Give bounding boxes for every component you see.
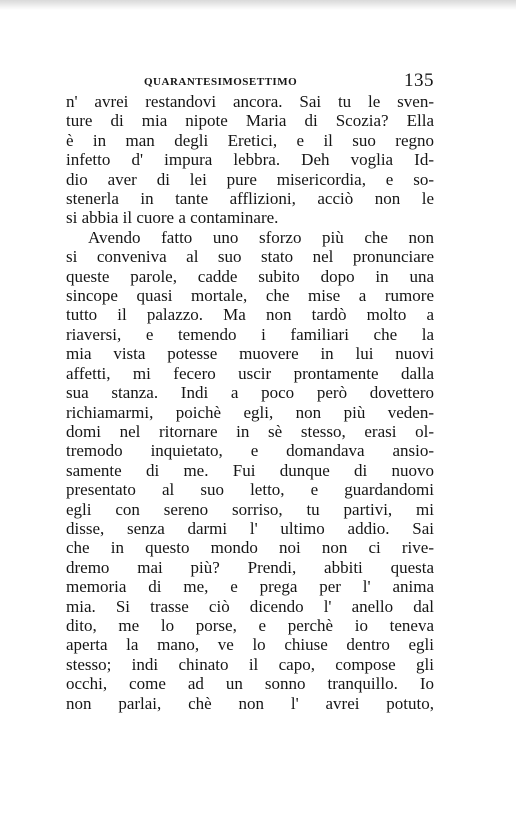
text-line: si conveniva al suo stato nel pronunciare [66,247,434,267]
paragraph-start-line: Avendo fatto uno sforzo più che non [88,227,434,247]
text-line: domi nel ritornare in sè stesso, erasi ol- [66,421,434,441]
text-line: richiamarmi, poichè egli, non più veden- [66,402,434,422]
text-line: aperta la mano, ve lo chiuse dentro egli [66,635,434,655]
text-line: egli con sereno sorriso, tu partivi, mi [66,499,434,519]
text-line: occhi, come ad un sonno tranquillo. Io [66,674,434,694]
text-line: dio aver di lei pure misericordia, e so- [66,169,434,189]
text-line: stenerla in tante afflizioni, acciò non le [66,189,434,209]
text-line: che in questo mondo noi non ci rive- [66,538,434,558]
text-line: affetti, mi fecero uscir prontamente dalla [66,363,434,383]
text-line: si abbia il cuore a contaminare. [66,208,279,228]
text-line: mia. Si trasse ciò dicendo l' anello dal [66,596,434,616]
text-line: stesso; indi chinato il capo, compose gli [66,654,434,674]
text-line: ture di mia nipote Maria di Scozia? Ella [66,111,434,131]
text-line: sua stanza. Indi a poco però dovettero [66,383,434,403]
page-body [66,92,434,713]
text-line: dremo mai più? Prendi, abbiti questa [66,557,434,577]
text-line: n' avrei restandovi ancora. Sai tu le sven- [66,92,434,111]
text-line: memoria di me, e prega per l' anima [66,577,434,597]
text-line: queste parole, cadde subito dopo in una [66,266,434,286]
text-line: samente di me. Fui dunque di nuovo [66,460,434,480]
text-line: non parlai, chè non l' avrei potuto, [66,693,434,713]
text-line: disse, senza darmi l' ultimo addio. Sai [66,518,434,538]
text-line: sincope quasi mortale, che mise a rumore [66,286,434,306]
page-number: 135 [404,70,434,91]
text-line: dito, me lo porse, e perchè io teneva [66,615,434,635]
running-title: QUARANTESIMOSETTIMO [144,76,298,88]
text-line: tutto il palazzo. Ma non tardò molto a [66,305,434,325]
text-line: è in man degli Eretici, e il suo regno [66,130,434,150]
text-line: tremodo inquietato, e domandava ansio- [66,441,434,461]
text-line: riaversi, e temendo i familiari che la [66,324,434,344]
text-line: infetto d' impura lebbra. Deh voglia Id- [66,150,434,170]
text-line: presentato al suo letto, e guardandomi [66,480,434,500]
text-line: mia vista potesse muovere in lui nuovi [66,344,434,364]
page-top-edge [0,0,516,10]
